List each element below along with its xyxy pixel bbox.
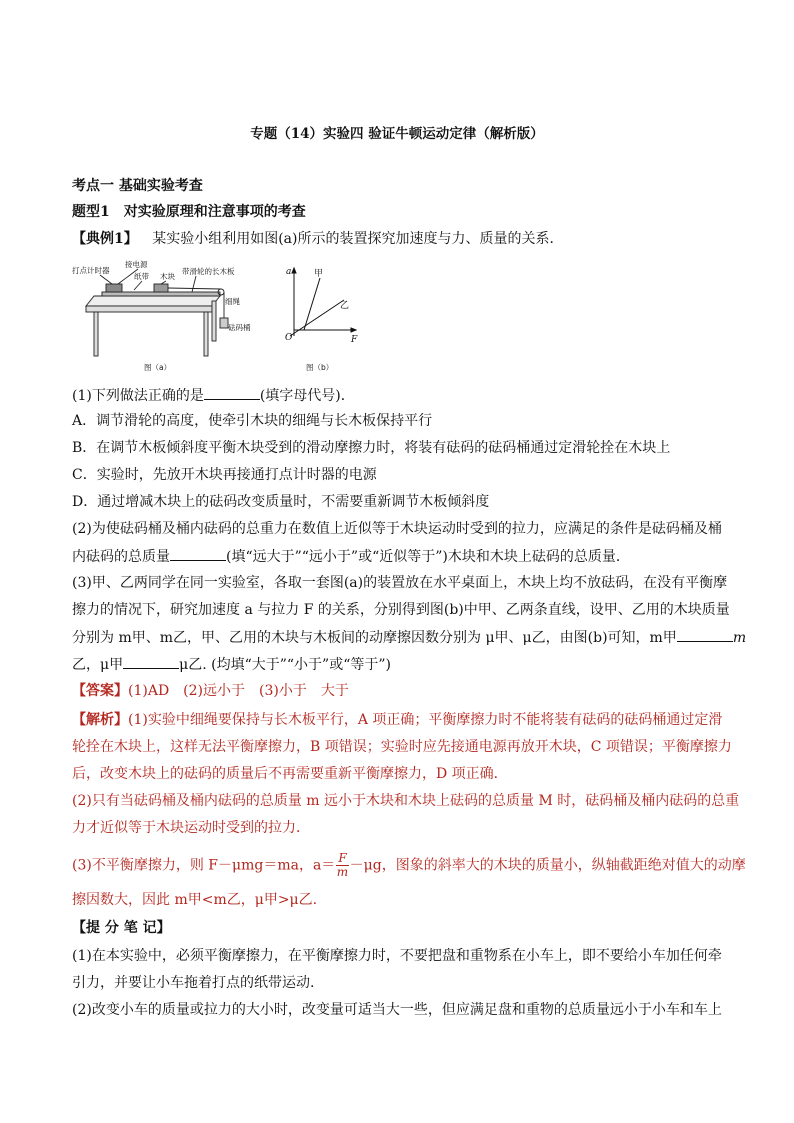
question-2-line-2 [72, 546, 724, 567]
answer-blank [170, 546, 226, 561]
analysis-formula-suffix: －μg，图象的斜率大的木块的质量小，纵轴截距绝对值大的动摩 [349, 857, 746, 874]
option-b: B．在调节木板倾斜度平衡木块受到的滑动摩擦力时，将装有砝码的砝码桶通过定滑轮拴在木块上 [72, 440, 671, 456]
question-3-text: 分别为 m甲、m乙，甲、乙用的木块与木板间的动摩擦因数分别为 μ甲、μ乙，由图(b)可知，m甲 [72, 630, 677, 646]
figure-a-label-board: 带滑轮的长木板 [182, 267, 235, 276]
question-3-line-1: (3)甲、乙两同学在同一实验室，各取一套图(a)的装置放在水平桌面上，木块上均不放砝码，在没有平衡摩 [72, 575, 728, 591]
example-line [72, 229, 724, 249]
analysis-line-3: 后，改变木块上的砝码的质量后不再需要重新平衡摩擦力，D 项正确． [72, 766, 508, 782]
figure-b-axis-x: F [351, 335, 358, 345]
figure-a-label-bucket: 砝码桶 [228, 323, 251, 332]
figure-a [72, 256, 272, 378]
answer-label: 【答案】 [72, 683, 128, 699]
figure-a-label-power: 接电源 [125, 260, 148, 269]
question-3-text: 乙，μ甲 [72, 657, 124, 673]
question-3-line-3 [72, 627, 747, 648]
question-1-suffix: (填字母代号)． [259, 388, 355, 404]
question-1 [72, 385, 724, 406]
document-title: 专题（14）实验四 验证牛顿运动定律（解析版） [250, 126, 544, 142]
figure-b-caption: 图（b） [306, 363, 334, 372]
figure-b-label-jia: 甲 [314, 269, 324, 279]
question-2-suffix: (填“远大于”“远小于”或“近似等于”)木块和木块上砝码的总质量． [226, 549, 630, 565]
option-d: D．通过增减木块上的砝码改变质量时，不需要重新调节木板倾斜度 [72, 494, 490, 510]
question-1-text: (1)下列做法正确的是 [72, 388, 204, 404]
figure-a-label-tape: 纸带 [134, 272, 149, 281]
question-3-suffix: μ乙. (均填“大于”“小于”或“等于”) [179, 657, 391, 673]
figure-a-label-string: 细绳 [225, 297, 240, 306]
notes-label: 【提 分 笔 记】 [72, 920, 171, 936]
answer-blank [204, 385, 260, 400]
example-text: 某实验小组利用如图(a)所示的装置探究加速度与力、质量的关系． [152, 231, 564, 247]
answer-blank [123, 654, 179, 669]
question-3-line-4 [72, 654, 724, 675]
question-2-text: 内砝码的总质量 [72, 549, 170, 565]
analysis-line-7: 擦因数大，因此 m甲<m乙，μ甲>μ乙. [72, 892, 318, 908]
answer-blank [677, 627, 733, 642]
analysis-line-2: 轮拴在木块上，这样无法平衡摩擦力，B 项错误；实验时应先接通电源再放开木块，C 项错误；平衡摩擦力 [72, 739, 732, 755]
analysis-line-6 [72, 851, 746, 879]
analysis-line-5: 力才近似等于木块运动时受到的拉力． [72, 820, 310, 836]
notes-line-2: 引力，并要让小车拖着打点的纸带运动. [72, 975, 315, 991]
topic-heading: 题型1 对实验原理和注意事项的考查 [72, 204, 306, 220]
figure-b-label-yi: 乙 [340, 301, 350, 311]
figure-b [282, 262, 362, 378]
figure-b-axis-y: a [286, 267, 292, 277]
figure-a-label-timer: 打点计时器 [72, 266, 110, 275]
analysis-line-1 [72, 710, 724, 730]
option-c: C．实验时，先放开木块再接通打点计时器的电源 [72, 467, 377, 483]
example-label: 【典例1】 [72, 231, 138, 247]
notes-line-1: (1)在本实验中，必须平衡摩擦力，在平衡摩擦力时，不要把盘和重物系在小车上，即不要给小车加任何牵 [72, 948, 722, 964]
question-2-line-1: (2)为使砝码桶及桶内砝码的总重力在数值上近似等于木块运动时受到的拉力，应满足的条件是砝码桶及桶 [72, 521, 722, 537]
option-a: A．调节滑轮的高度，使牵引木块的细绳与长木板保持平行 [72, 413, 433, 429]
analysis-formula-text: (3)不平衡摩擦力，则 F－μmg＝ma，a＝ [72, 857, 336, 874]
figure-a-label-block: 木块 [160, 272, 175, 281]
answer-line [72, 681, 724, 701]
fraction [336, 852, 348, 879]
section-heading: 考点一 基础实验考查 [72, 178, 203, 194]
question-3-symbol: m [732, 630, 747, 646]
figure-b-line-jia [304, 278, 320, 330]
analysis-text: (1)实验中细绳要保持与长木板平行，A 项正确；平衡摩擦力时不能将装有砝码的砝码桶通过定滑 [128, 712, 723, 728]
question-3-line-2: 擦力的情况下，研究加速度 a 与拉力 F 的关系，分别得到图(b)中甲、乙两条直线，设甲、乙用的木块质量 [72, 602, 730, 618]
notes-line-3: (2)改变小车的质量或拉力的大小时，改变量可适当大一些，但应满足盘和重物的总质量远小于小车和车上 [72, 1002, 722, 1018]
figure-b-origin: O [285, 333, 293, 343]
fraction-numerator: F [338, 851, 347, 865]
analysis-line-4: (2)只有当砝码桶及桶内砝码的总质量 m 远小于木块和木块上砝码的总质量 M 时，砝码桶及桶内砝码的总重 [72, 793, 740, 809]
analysis-label: 【解析】 [72, 712, 128, 728]
fraction-denominator: m [336, 865, 349, 879]
figure-a-caption: 图（a） [144, 363, 172, 372]
answer-text: (1)AD (2)远小于 (3)小于 大于 [128, 683, 349, 699]
figure-b-line-yi [290, 300, 344, 336]
